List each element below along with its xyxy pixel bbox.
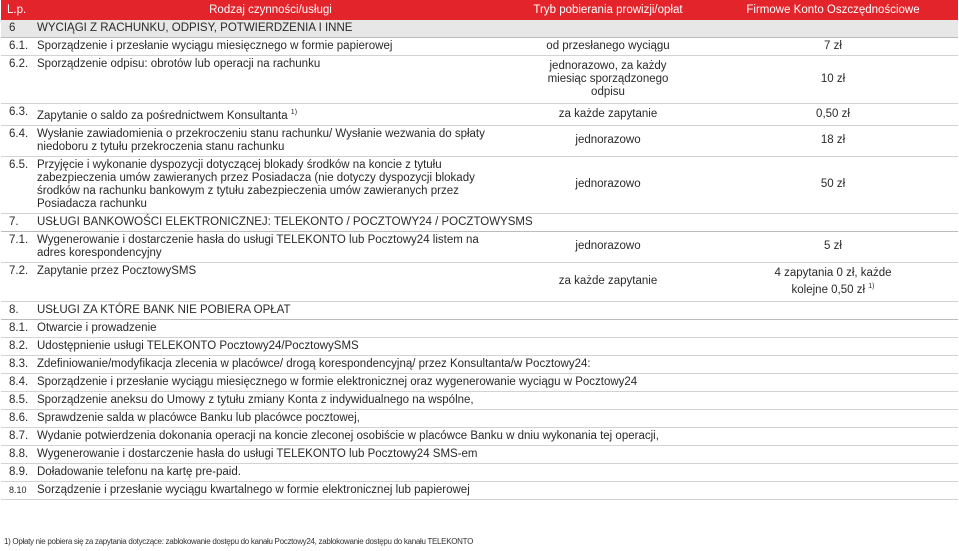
row-lp: 6.1. [1, 38, 33, 56]
footnote: 1) Opłaty nie pobiera się za zapytania dotyczące: zablokowanie dostępu do kanału Pocztowy24, zablokowanie dostępu do kanału TELEKONTO [4, 537, 474, 546]
row-name: Sprawdzenie salda w placówce Banku lub placówce pocztowej, [33, 409, 958, 427]
row-name: Doładowanie telefonu na kartę pre-paid. [33, 463, 958, 481]
table-row [1, 463, 958, 481]
row-name: USŁUGI BANKOWOŚCI ELEKTRONICZNEJ: TELEKONTO / POCZTOWY24 / POCZTOWYSMS [33, 213, 958, 231]
section-row [1, 301, 958, 319]
row-lp: 6.4. [1, 125, 33, 156]
row-name: Zapytanie przez PocztowySMS [33, 262, 508, 301]
table-header-row [1, 0, 958, 20]
table-row [1, 319, 958, 337]
row-fee: 10 zł [708, 56, 958, 104]
table-row [1, 355, 958, 373]
header-mode: Tryb pobierania prowizji/opłat [508, 0, 708, 20]
row-fee: 5 zł [708, 231, 958, 262]
table-row [1, 337, 958, 355]
footnote-ref: 1) [868, 282, 875, 290]
footnote-ref: 1) [290, 109, 298, 116]
row-lp: 8.7. [1, 427, 33, 445]
row-name: Udostępnienie usługi TELEKONTO Pocztowy24/PocztowySMS [33, 337, 958, 355]
table-row [1, 231, 958, 262]
row-mode: jednorazowo [508, 125, 708, 156]
table-row [1, 56, 958, 104]
row-name: Wydanie potwierdzenia dokonania operacji na koncie zleconej osobiście w placówce Banku w dniu wykonania tej operacji, [33, 427, 958, 445]
row-name: Wysłanie zawiadomienia o przekroczeniu stanu rachunku/ Wysłanie wezwania do spłaty niedoboru z tytułu przekroczenia stanu rachunku [33, 125, 508, 156]
row-fee: 7 zł [708, 38, 958, 56]
row-lp: 8.10 [1, 481, 33, 499]
row-lp: 8.4. [1, 373, 33, 391]
table-row [1, 262, 958, 301]
row-mode: jednorazowo, za każdy miesiąc sporządzonego odpisu [508, 56, 708, 104]
fee-table [1, 0, 958, 500]
row-fee: 0,50 zł [708, 104, 958, 126]
row-lp: 8.1. [1, 319, 33, 337]
row-name: USŁUGI ZA KTÓRE BANK NIE POBIERA OPŁAT [33, 301, 958, 319]
row-lp: 6.2. [1, 56, 33, 104]
row-mode: jednorazowo [508, 156, 708, 213]
table-row [1, 104, 958, 126]
table-row [1, 445, 958, 463]
table-row [1, 156, 958, 213]
row-lp: 8. [1, 301, 33, 319]
row-name: Otwarcie i prowadzenie [33, 319, 958, 337]
row-lp: 6.3. [1, 104, 33, 126]
header-account-fee: Firmowe Konto Oszczędnościowe [708, 0, 958, 20]
row-lp: 7.1. [1, 231, 33, 262]
row-lp: 8.5. [1, 391, 33, 409]
row-name: Sporządzenie odpisu: obrotów lub operacji na rachunku [33, 56, 508, 104]
row-name: Sporządzenie aneksu do Umowy z tytułu zmiany Konta z indywidualnego na wspólne, [33, 391, 958, 409]
row-mode: od przesłanego wyciągu [508, 38, 708, 56]
row-lp: 8.3. [1, 355, 33, 373]
row-name [33, 104, 508, 126]
row-lp: 8.8. [1, 445, 33, 463]
row-fee: 50 zł [708, 156, 958, 213]
table-row [1, 373, 958, 391]
section-row [1, 20, 958, 38]
row-name: Sporządzenie i przesłanie wyciągu miesięcznego w formie elektronicznej oraz wygenerowanie wyciągu w Pocztowy24 [33, 373, 958, 391]
row-fee-text: 4 zapytania 0 zł, każde kolejne 0,50 zł [774, 266, 892, 296]
row-mode: za każde zapytanie [508, 104, 708, 126]
row-lp: 8.2. [1, 337, 33, 355]
row-lp: 6 [1, 20, 33, 38]
table-row [1, 125, 958, 156]
row-name-text: Zapytanie o saldo za pośrednictwem Konsultanta [37, 109, 288, 122]
row-name: Sporządzenie i przesłanie wyciągu miesięcznego w formie papierowej [33, 38, 508, 56]
header-lp: L.p. [1, 0, 33, 20]
row-fee [708, 262, 958, 301]
row-name: Przyjęcie i wykonanie dyspozycji dotyczącej blokady środków na koncie z tytułu zabezpieczenia umów zawieranych przez Posiadacza (nie dotyczy dyspozycji blokady środków na rachunku bankowym z tytułu zabezpieczenia umów zawieranych przez Posiadacza rachunku [33, 156, 508, 213]
row-mode: jednorazowo [508, 231, 708, 262]
row-name: Zdefiniowanie/modyfikacja zlecenia w placówce/ drogą korespondencyjną/ przez Konsultanta/w Pocztowy24: [33, 355, 958, 373]
row-lp: 6.5. [1, 156, 33, 213]
row-lp: 8.9. [1, 463, 33, 481]
table-row [1, 38, 958, 56]
table-row [1, 391, 958, 409]
row-lp: 8.6. [1, 409, 33, 427]
header-service: Rodzaj czynności/usługi [33, 0, 508, 20]
row-fee: 18 zł [708, 125, 958, 156]
section-row [1, 213, 958, 231]
row-mode: za każde zapytanie [508, 262, 708, 301]
row-lp: 7.2. [1, 262, 33, 301]
row-name: WYCIĄGI Z RACHUNKU, ODPISY, POTWIERDZENIA I INNE [33, 20, 958, 38]
table-row [1, 481, 958, 499]
row-name: Wygenerowanie i dostarczenie hasła do usługi TELEKONTO lub Pocztowy24 SMS-em [33, 445, 958, 463]
row-name: Wygenerowanie i dostarczenie hasła do usługi TELEKONTO lub Pocztowy24 listem na adres korespondencyjny [33, 231, 508, 262]
table-row [1, 409, 958, 427]
row-lp: 7. [1, 213, 33, 231]
table-row [1, 427, 958, 445]
row-name: Sorządzenie i przesłanie wyciągu kwartalnego w formie elektronicznej lub papierowej [33, 481, 958, 499]
